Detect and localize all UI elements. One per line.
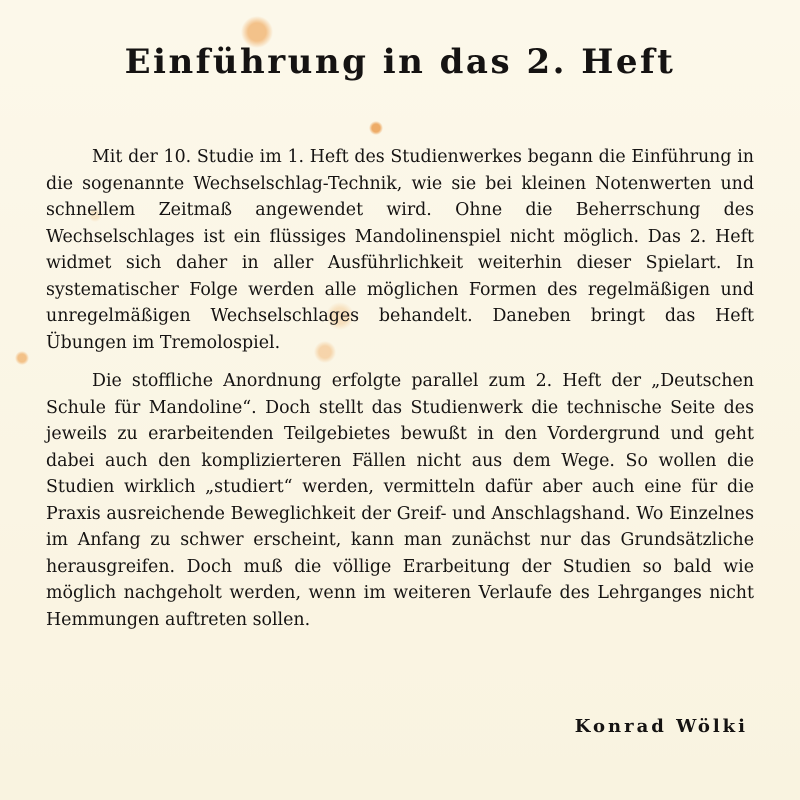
author-signature: Konrad Wölki — [574, 716, 748, 737]
paragraph-2: Die stoffliche Anordnung erfolgte parallel zum 2. Heft der „Deutschen Schule für Mandoline“. Doch stellt das Studienwerk die technische Seite des jeweils zu erarbeitenden Teilgebietes bewußt in den Vordergrund und geht dabei auch den komplizierteren Fällen nicht aus dem Wege. So wollen die Studien wirklich „studiert“ werden, vermitteln dafür aber auch eine für die Praxis ausreichende Beweglichkeit der Greif- und Anschlagshand. Wo Einzelnes im Anfang zu schwer erscheint, kann man zunächst nur das Grundsätzliche herausgreifen. Doch muß die völlige Erarbeitung der Studien so bald wie möglich nachgeholt werden, wenn im weiteren Verlaufe des Lehrganges nicht Hemmungen auftreten sollen. — [46, 371, 754, 630]
body-text — [46, 144, 754, 633]
paragraph-1: Mit der 10. Studie im 1. Heft des Studienwerkes begann die Einführung in die sogenannte Wechselschlag-Technik, wie sie bei kleinen Notenwerten und schnellem Zeitmaß angewendet wird. Ohne die Beherrschung des Wechselschlages ist ein flüssiges Mandolinenspiel nicht möglich. Das 2. Heft widmet sich daher in aller Ausführlichkeit weiterhin dieser Spielart. In systematischer Folge werden alle möglichen Formen des regelmäßigen und unregelmäßigen Wechselschlages behandelt. Daneben bringt das Heft Übungen im Tremolospiel. — [46, 147, 754, 353]
page-title: Einführung in das 2. Heft — [124, 42, 676, 82]
